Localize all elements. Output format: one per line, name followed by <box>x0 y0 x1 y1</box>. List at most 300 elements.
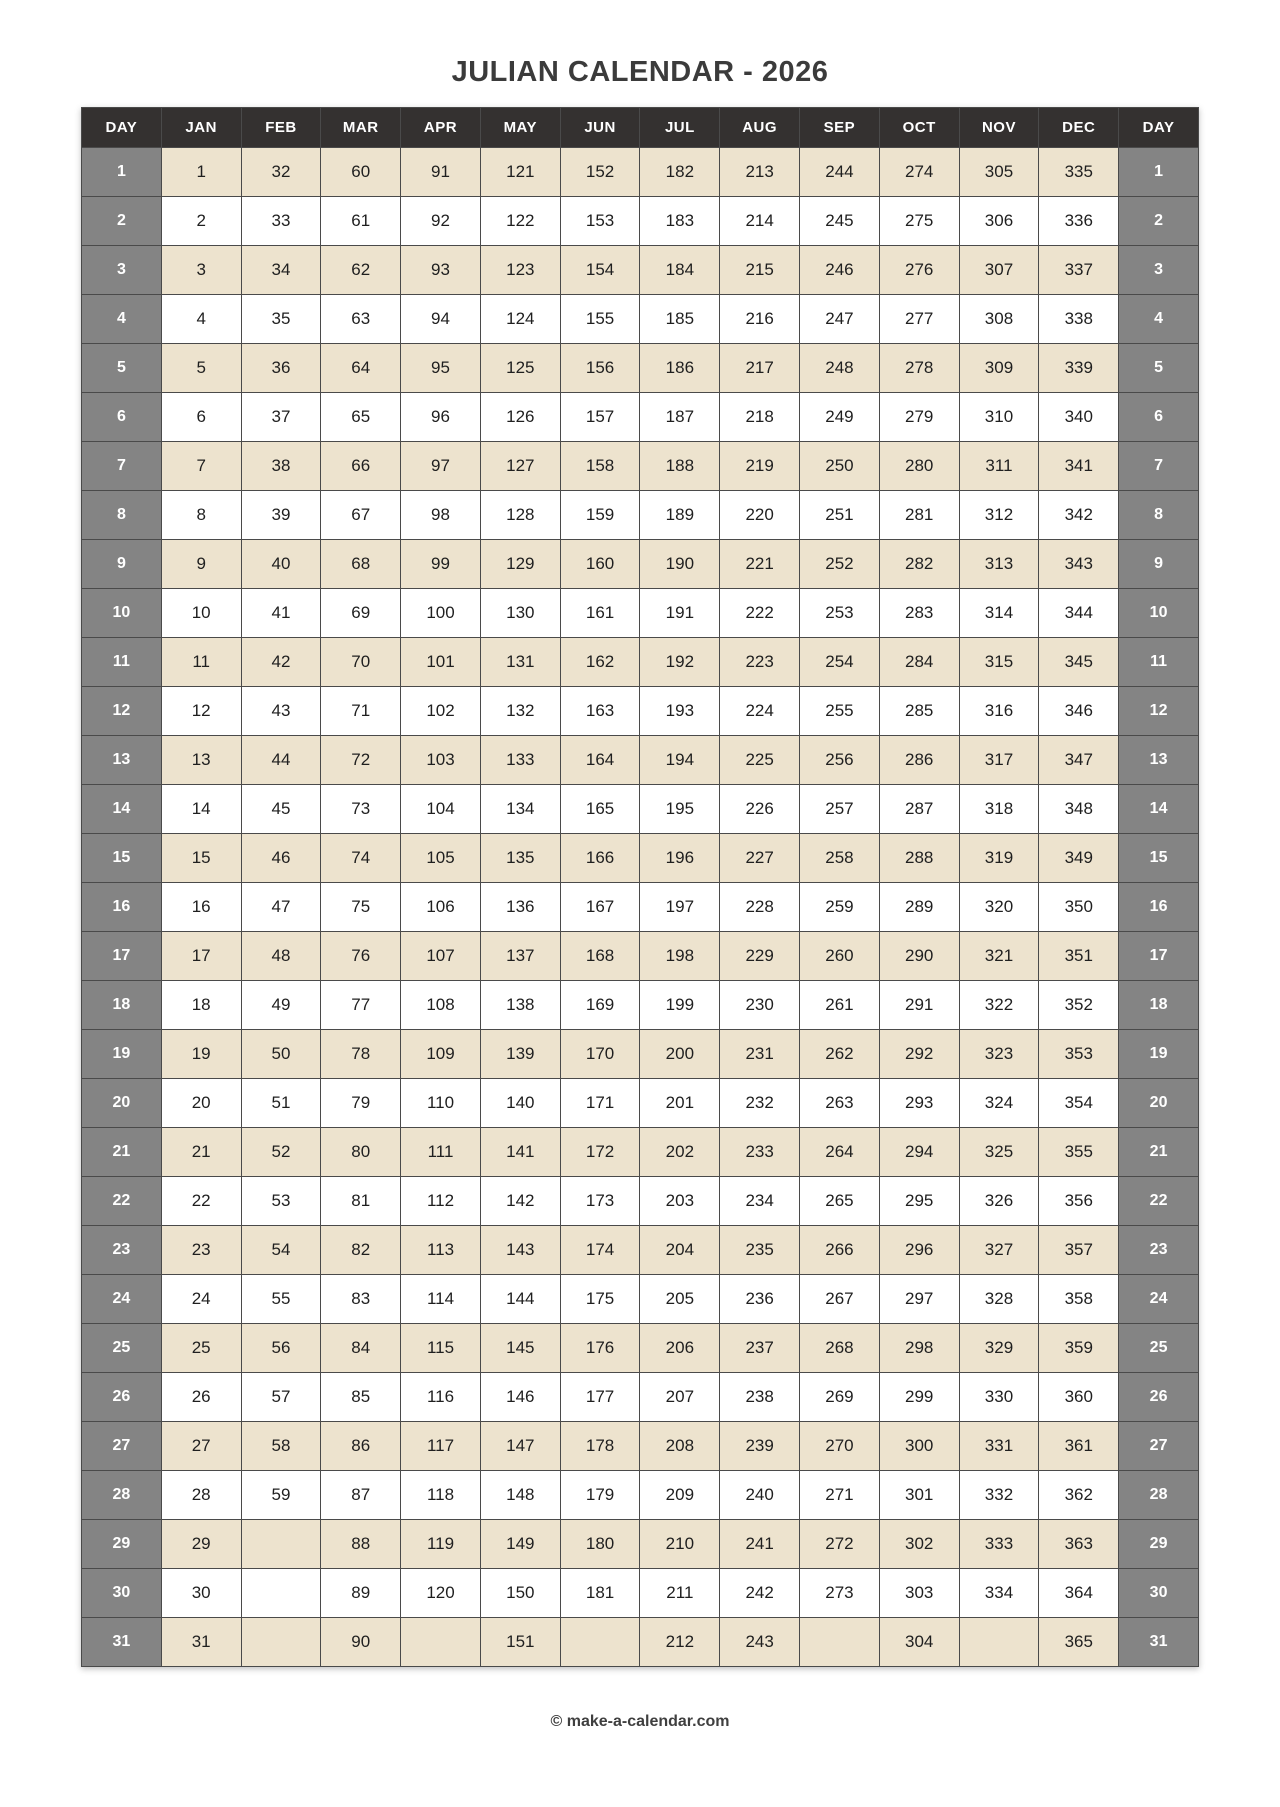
calendar-row-4 <box>82 295 1199 344</box>
day-label-left: 17 <box>82 932 162 981</box>
julian-day-cell: 55 <box>241 1275 321 1324</box>
calendar-row-29 <box>82 1520 1199 1569</box>
calendar-row-27 <box>82 1422 1199 1471</box>
julian-day-cell: 341 <box>1039 442 1119 491</box>
calendar-row-2 <box>82 197 1199 246</box>
julian-day-cell: 38 <box>241 442 321 491</box>
calendar-row-22 <box>82 1177 1199 1226</box>
julian-day-cell: 147 <box>480 1422 560 1471</box>
julian-day-cell: 214 <box>720 197 800 246</box>
page-title: JULIAN CALENDAR - 2026 <box>451 56 829 88</box>
julian-day-cell: 51 <box>241 1079 321 1128</box>
julian-day-cell: 112 <box>401 1177 481 1226</box>
day-label-right: 15 <box>1119 834 1199 883</box>
day-label-right: 19 <box>1119 1030 1199 1079</box>
julian-day-cell: 297 <box>879 1275 959 1324</box>
day-label-right: 8 <box>1119 491 1199 540</box>
calendar-row-23 <box>82 1226 1199 1275</box>
julian-day-cell: 194 <box>640 736 720 785</box>
julian-day-cell: 34 <box>241 246 321 295</box>
julian-day-cell: 202 <box>640 1128 720 1177</box>
julian-day-cell: 172 <box>560 1128 640 1177</box>
julian-day-cell: 77 <box>321 981 401 1030</box>
julian-day-cell: 285 <box>879 687 959 736</box>
julian-day-cell: 352 <box>1039 981 1119 1030</box>
julian-day-cell: 140 <box>480 1079 560 1128</box>
julian-day-cell: 73 <box>321 785 401 834</box>
day-label-left: 26 <box>82 1373 162 1422</box>
julian-day-cell: 242 <box>720 1569 800 1618</box>
julian-day-cell: 291 <box>879 981 959 1030</box>
julian-day-cell: 299 <box>879 1373 959 1422</box>
julian-day-cell: 181 <box>560 1569 640 1618</box>
julian-day-cell: 212 <box>640 1618 720 1667</box>
julian-day-cell: 176 <box>560 1324 640 1373</box>
julian-day-cell: 349 <box>1039 834 1119 883</box>
julian-day-cell: 283 <box>879 589 959 638</box>
julian-day-cell: 45 <box>241 785 321 834</box>
julian-day-cell: 313 <box>959 540 1039 589</box>
day-label-right: 20 <box>1119 1079 1199 1128</box>
day-label-left: 14 <box>82 785 162 834</box>
julian-day-cell: 28 <box>161 1471 241 1520</box>
julian-day-cell: 328 <box>959 1275 1039 1324</box>
julian-day-cell: 110 <box>401 1079 481 1128</box>
calendar-row-20 <box>82 1079 1199 1128</box>
julian-day-cell: 58 <box>241 1422 321 1471</box>
calendar-row-8 <box>82 491 1199 540</box>
julian-day-cell: 17 <box>161 932 241 981</box>
julian-day-cell: 273 <box>800 1569 880 1618</box>
julian-day-cell: 246 <box>800 246 880 295</box>
header-month-dec: DEC <box>1039 108 1119 148</box>
julian-day-cell: 8 <box>161 491 241 540</box>
julian-day-cell: 133 <box>480 736 560 785</box>
julian-day-cell: 136 <box>480 883 560 932</box>
calendar-row-19 <box>82 1030 1199 1079</box>
julian-day-cell: 239 <box>720 1422 800 1471</box>
calendar-row-9 <box>82 540 1199 589</box>
day-label-left: 23 <box>82 1226 162 1275</box>
julian-day-cell: 115 <box>401 1324 481 1373</box>
calendar-row-30 <box>82 1569 1199 1618</box>
julian-day-cell: 258 <box>800 834 880 883</box>
calendar-row-5 <box>82 344 1199 393</box>
julian-day-cell: 33 <box>241 197 321 246</box>
julian-day-cell: 23 <box>161 1226 241 1275</box>
julian-day-cell: 59 <box>241 1471 321 1520</box>
julian-day-cell: 322 <box>959 981 1039 1030</box>
header-month-sep: SEP <box>800 108 880 148</box>
julian-day-cell: 96 <box>401 393 481 442</box>
julian-day-cell: 190 <box>640 540 720 589</box>
day-label-right: 18 <box>1119 981 1199 1030</box>
julian-day-cell: 81 <box>321 1177 401 1226</box>
julian-day-cell: 325 <box>959 1128 1039 1177</box>
julian-day-cell: 310 <box>959 393 1039 442</box>
julian-day-cell: 326 <box>959 1177 1039 1226</box>
julian-day-cell: 104 <box>401 785 481 834</box>
julian-day-cell: 119 <box>401 1520 481 1569</box>
julian-day-cell: 303 <box>879 1569 959 1618</box>
julian-day-cell: 7 <box>161 442 241 491</box>
day-label-left: 12 <box>82 687 162 736</box>
julian-day-cell: 293 <box>879 1079 959 1128</box>
julian-day-cell: 289 <box>879 883 959 932</box>
julian-day-cell: 9 <box>161 540 241 589</box>
julian-day-cell: 205 <box>640 1275 720 1324</box>
julian-day-cell: 137 <box>480 932 560 981</box>
julian-day-cell: 193 <box>640 687 720 736</box>
day-label-left: 1 <box>82 148 162 197</box>
julian-day-cell: 201 <box>640 1079 720 1128</box>
day-label-left: 30 <box>82 1569 162 1618</box>
day-label-left: 27 <box>82 1422 162 1471</box>
julian-day-cell: 340 <box>1039 393 1119 442</box>
julian-day-cell: 159 <box>560 491 640 540</box>
julian-day-cell: 240 <box>720 1471 800 1520</box>
julian-day-cell: 253 <box>800 589 880 638</box>
julian-day-cell: 167 <box>560 883 640 932</box>
julian-day-cell: 281 <box>879 491 959 540</box>
julian-day-cell: 278 <box>879 344 959 393</box>
julian-day-cell: 235 <box>720 1226 800 1275</box>
julian-day-cell: 282 <box>879 540 959 589</box>
julian-day-cell: 127 <box>480 442 560 491</box>
julian-day-cell: 338 <box>1039 295 1119 344</box>
julian-day-cell-empty <box>560 1618 640 1667</box>
julian-day-cell: 154 <box>560 246 640 295</box>
day-label-left: 21 <box>82 1128 162 1177</box>
calendar-header-row <box>82 108 1199 148</box>
julian-day-cell: 157 <box>560 393 640 442</box>
julian-day-cell: 324 <box>959 1079 1039 1128</box>
julian-day-cell: 152 <box>560 148 640 197</box>
julian-day-cell: 64 <box>321 344 401 393</box>
julian-day-cell: 37 <box>241 393 321 442</box>
day-label-left: 4 <box>82 295 162 344</box>
day-label-right: 28 <box>1119 1471 1199 1520</box>
julian-day-cell: 182 <box>640 148 720 197</box>
julian-day-cell: 42 <box>241 638 321 687</box>
julian-day-cell: 264 <box>800 1128 880 1177</box>
julian-day-cell: 113 <box>401 1226 481 1275</box>
julian-day-cell: 296 <box>879 1226 959 1275</box>
julian-day-cell: 261 <box>800 981 880 1030</box>
julian-day-cell: 30 <box>161 1569 241 1618</box>
julian-day-cell: 277 <box>879 295 959 344</box>
julian-day-cell: 298 <box>879 1324 959 1373</box>
julian-day-cell: 254 <box>800 638 880 687</box>
julian-day-cell: 250 <box>800 442 880 491</box>
day-label-right: 11 <box>1119 638 1199 687</box>
julian-day-cell: 2 <box>161 197 241 246</box>
day-label-left: 5 <box>82 344 162 393</box>
julian-day-cell: 103 <box>401 736 481 785</box>
day-label-right: 23 <box>1119 1226 1199 1275</box>
julian-day-cell: 89 <box>321 1569 401 1618</box>
day-label-left: 7 <box>82 442 162 491</box>
julian-day-cell: 48 <box>241 932 321 981</box>
julian-day-cell: 120 <box>401 1569 481 1618</box>
julian-day-cell: 178 <box>560 1422 640 1471</box>
julian-day-cell: 275 <box>879 197 959 246</box>
julian-day-cell: 204 <box>640 1226 720 1275</box>
julian-day-cell: 347 <box>1039 736 1119 785</box>
julian-day-cell: 356 <box>1039 1177 1119 1226</box>
julian-day-cell: 24 <box>161 1275 241 1324</box>
header-month-feb: FEB <box>241 108 321 148</box>
julian-day-cell: 358 <box>1039 1275 1119 1324</box>
julian-day-cell: 198 <box>640 932 720 981</box>
julian-day-cell: 70 <box>321 638 401 687</box>
day-label-right: 24 <box>1119 1275 1199 1324</box>
day-label-right: 5 <box>1119 344 1199 393</box>
julian-day-cell: 143 <box>480 1226 560 1275</box>
julian-day-cell: 124 <box>480 295 560 344</box>
julian-day-cell: 56 <box>241 1324 321 1373</box>
julian-day-cell: 215 <box>720 246 800 295</box>
day-label-left: 15 <box>82 834 162 883</box>
julian-day-cell: 185 <box>640 295 720 344</box>
julian-day-cell: 245 <box>800 197 880 246</box>
day-label-right: 9 <box>1119 540 1199 589</box>
julian-day-cell: 12 <box>161 687 241 736</box>
julian-day-cell: 268 <box>800 1324 880 1373</box>
julian-day-cell: 230 <box>720 981 800 1030</box>
julian-day-cell: 74 <box>321 834 401 883</box>
julian-day-cell: 75 <box>321 883 401 932</box>
julian-day-cell: 132 <box>480 687 560 736</box>
julian-day-cell: 108 <box>401 981 481 1030</box>
julian-day-cell: 63 <box>321 295 401 344</box>
julian-day-cell: 169 <box>560 981 640 1030</box>
header-month-oct: OCT <box>879 108 959 148</box>
calendar-row-14 <box>82 785 1199 834</box>
julian-day-cell: 149 <box>480 1520 560 1569</box>
julian-day-cell-empty <box>401 1618 481 1667</box>
day-label-right: 16 <box>1119 883 1199 932</box>
julian-day-cell: 35 <box>241 295 321 344</box>
julian-day-cell: 237 <box>720 1324 800 1373</box>
julian-day-cell: 161 <box>560 589 640 638</box>
julian-day-cell: 330 <box>959 1373 1039 1422</box>
julian-day-cell: 317 <box>959 736 1039 785</box>
day-label-left: 29 <box>82 1520 162 1569</box>
julian-day-cell: 263 <box>800 1079 880 1128</box>
day-label-left: 31 <box>82 1618 162 1667</box>
day-label-left: 11 <box>82 638 162 687</box>
julian-day-cell: 207 <box>640 1373 720 1422</box>
footer-credit: © make-a-calendar.com <box>550 1713 730 1730</box>
julian-day-cell: 323 <box>959 1030 1039 1079</box>
julian-day-cell: 171 <box>560 1079 640 1128</box>
julian-day-cell: 116 <box>401 1373 481 1422</box>
julian-day-cell: 227 <box>720 834 800 883</box>
julian-day-cell: 83 <box>321 1275 401 1324</box>
julian-day-cell: 175 <box>560 1275 640 1324</box>
julian-day-cell: 274 <box>879 148 959 197</box>
julian-day-cell: 134 <box>480 785 560 834</box>
julian-day-cell: 106 <box>401 883 481 932</box>
julian-day-cell: 109 <box>401 1030 481 1079</box>
julian-day-cell: 53 <box>241 1177 321 1226</box>
julian-day-cell: 151 <box>480 1618 560 1667</box>
day-label-left: 3 <box>82 246 162 295</box>
julian-day-cell: 346 <box>1039 687 1119 736</box>
julian-day-cell: 233 <box>720 1128 800 1177</box>
julian-day-cell: 280 <box>879 442 959 491</box>
julian-day-cell: 252 <box>800 540 880 589</box>
day-label-right: 2 <box>1119 197 1199 246</box>
julian-day-cell: 163 <box>560 687 640 736</box>
julian-day-cell: 68 <box>321 540 401 589</box>
calendar-row-18 <box>82 981 1199 1030</box>
julian-day-cell: 80 <box>321 1128 401 1177</box>
julian-day-cell: 69 <box>321 589 401 638</box>
julian-day-cell: 18 <box>161 981 241 1030</box>
julian-day-cell: 348 <box>1039 785 1119 834</box>
header-day: DAY <box>82 108 162 148</box>
julian-day-cell: 87 <box>321 1471 401 1520</box>
julian-day-cell: 329 <box>959 1324 1039 1373</box>
julian-day-cell: 66 <box>321 442 401 491</box>
julian-day-cell: 41 <box>241 589 321 638</box>
julian-day-cell: 129 <box>480 540 560 589</box>
julian-day-cell: 78 <box>321 1030 401 1079</box>
julian-day-cell: 13 <box>161 736 241 785</box>
julian-day-cell: 138 <box>480 981 560 1030</box>
julian-day-cell: 223 <box>720 638 800 687</box>
julian-day-cell: 3 <box>161 246 241 295</box>
julian-day-cell: 1 <box>161 148 241 197</box>
calendar-row-10 <box>82 589 1199 638</box>
julian-day-cell: 27 <box>161 1422 241 1471</box>
day-label-right: 14 <box>1119 785 1199 834</box>
day-label-left: 25 <box>82 1324 162 1373</box>
julian-day-cell: 189 <box>640 491 720 540</box>
julian-day-cell: 350 <box>1039 883 1119 932</box>
julian-day-cell: 203 <box>640 1177 720 1226</box>
julian-day-cell: 306 <box>959 197 1039 246</box>
julian-day-cell: 155 <box>560 295 640 344</box>
julian-day-cell: 300 <box>879 1422 959 1471</box>
julian-day-cell: 314 <box>959 589 1039 638</box>
julian-day-cell: 257 <box>800 785 880 834</box>
julian-day-cell: 234 <box>720 1177 800 1226</box>
julian-day-cell: 362 <box>1039 1471 1119 1520</box>
julian-day-cell: 344 <box>1039 589 1119 638</box>
calendar-row-12 <box>82 687 1199 736</box>
julian-day-cell: 153 <box>560 197 640 246</box>
julian-day-cell: 318 <box>959 785 1039 834</box>
day-label-left: 9 <box>82 540 162 589</box>
julian-day-cell: 321 <box>959 932 1039 981</box>
julian-day-cell: 40 <box>241 540 321 589</box>
julian-day-cell: 97 <box>401 442 481 491</box>
julian-day-cell: 47 <box>241 883 321 932</box>
julian-day-cell: 94 <box>401 295 481 344</box>
julian-calendar-table <box>81 107 1199 1667</box>
julian-day-cell: 43 <box>241 687 321 736</box>
header-month-jul: JUL <box>640 108 720 148</box>
julian-day-cell: 360 <box>1039 1373 1119 1422</box>
calendar-row-15 <box>82 834 1199 883</box>
julian-day-cell: 60 <box>321 148 401 197</box>
julian-day-cell: 353 <box>1039 1030 1119 1079</box>
julian-day-cell: 354 <box>1039 1079 1119 1128</box>
julian-day-cell: 272 <box>800 1520 880 1569</box>
day-label-right: 13 <box>1119 736 1199 785</box>
julian-day-cell: 21 <box>161 1128 241 1177</box>
julian-day-cell: 294 <box>879 1128 959 1177</box>
julian-day-cell: 269 <box>800 1373 880 1422</box>
julian-day-cell: 247 <box>800 295 880 344</box>
calendar-row-16 <box>82 883 1199 932</box>
julian-day-cell: 88 <box>321 1520 401 1569</box>
julian-day-cell-empty <box>800 1618 880 1667</box>
julian-day-cell: 84 <box>321 1324 401 1373</box>
julian-day-cell: 305 <box>959 148 1039 197</box>
julian-day-cell: 221 <box>720 540 800 589</box>
julian-day-cell: 52 <box>241 1128 321 1177</box>
julian-day-cell: 150 <box>480 1569 560 1618</box>
julian-day-cell: 319 <box>959 834 1039 883</box>
julian-day-cell: 220 <box>720 491 800 540</box>
julian-day-cell: 105 <box>401 834 481 883</box>
julian-day-cell: 114 <box>401 1275 481 1324</box>
julian-day-cell: 251 <box>800 491 880 540</box>
julian-day-cell: 241 <box>720 1520 800 1569</box>
julian-day-cell: 342 <box>1039 491 1119 540</box>
julian-day-cell: 118 <box>401 1471 481 1520</box>
julian-day-cell: 287 <box>879 785 959 834</box>
julian-day-cell: 302 <box>879 1520 959 1569</box>
julian-day-cell: 206 <box>640 1324 720 1373</box>
julian-day-cell: 107 <box>401 932 481 981</box>
julian-day-cell: 259 <box>800 883 880 932</box>
day-label-right: 6 <box>1119 393 1199 442</box>
julian-day-cell: 25 <box>161 1324 241 1373</box>
julian-day-cell: 199 <box>640 981 720 1030</box>
julian-day-cell: 46 <box>241 834 321 883</box>
julian-day-cell: 307 <box>959 246 1039 295</box>
julian-day-cell: 320 <box>959 883 1039 932</box>
julian-day-cell: 327 <box>959 1226 1039 1275</box>
julian-day-cell: 271 <box>800 1471 880 1520</box>
julian-day-cell-empty <box>241 1618 321 1667</box>
julian-day-cell: 359 <box>1039 1324 1119 1373</box>
julian-day-cell: 126 <box>480 393 560 442</box>
julian-day-cell: 57 <box>241 1373 321 1422</box>
julian-day-cell: 248 <box>800 344 880 393</box>
julian-day-cell: 339 <box>1039 344 1119 393</box>
julian-day-cell: 131 <box>480 638 560 687</box>
julian-day-cell: 295 <box>879 1177 959 1226</box>
julian-day-cell: 308 <box>959 295 1039 344</box>
julian-day-cell: 266 <box>800 1226 880 1275</box>
julian-day-cell: 4 <box>161 295 241 344</box>
julian-day-cell: 160 <box>560 540 640 589</box>
julian-day-cell: 197 <box>640 883 720 932</box>
julian-day-cell: 95 <box>401 344 481 393</box>
header-month-nov: NOV <box>959 108 1039 148</box>
julian-day-cell: 76 <box>321 932 401 981</box>
julian-day-cell: 130 <box>480 589 560 638</box>
day-label-left: 10 <box>82 589 162 638</box>
julian-day-cell: 22 <box>161 1177 241 1226</box>
julian-day-cell: 99 <box>401 540 481 589</box>
